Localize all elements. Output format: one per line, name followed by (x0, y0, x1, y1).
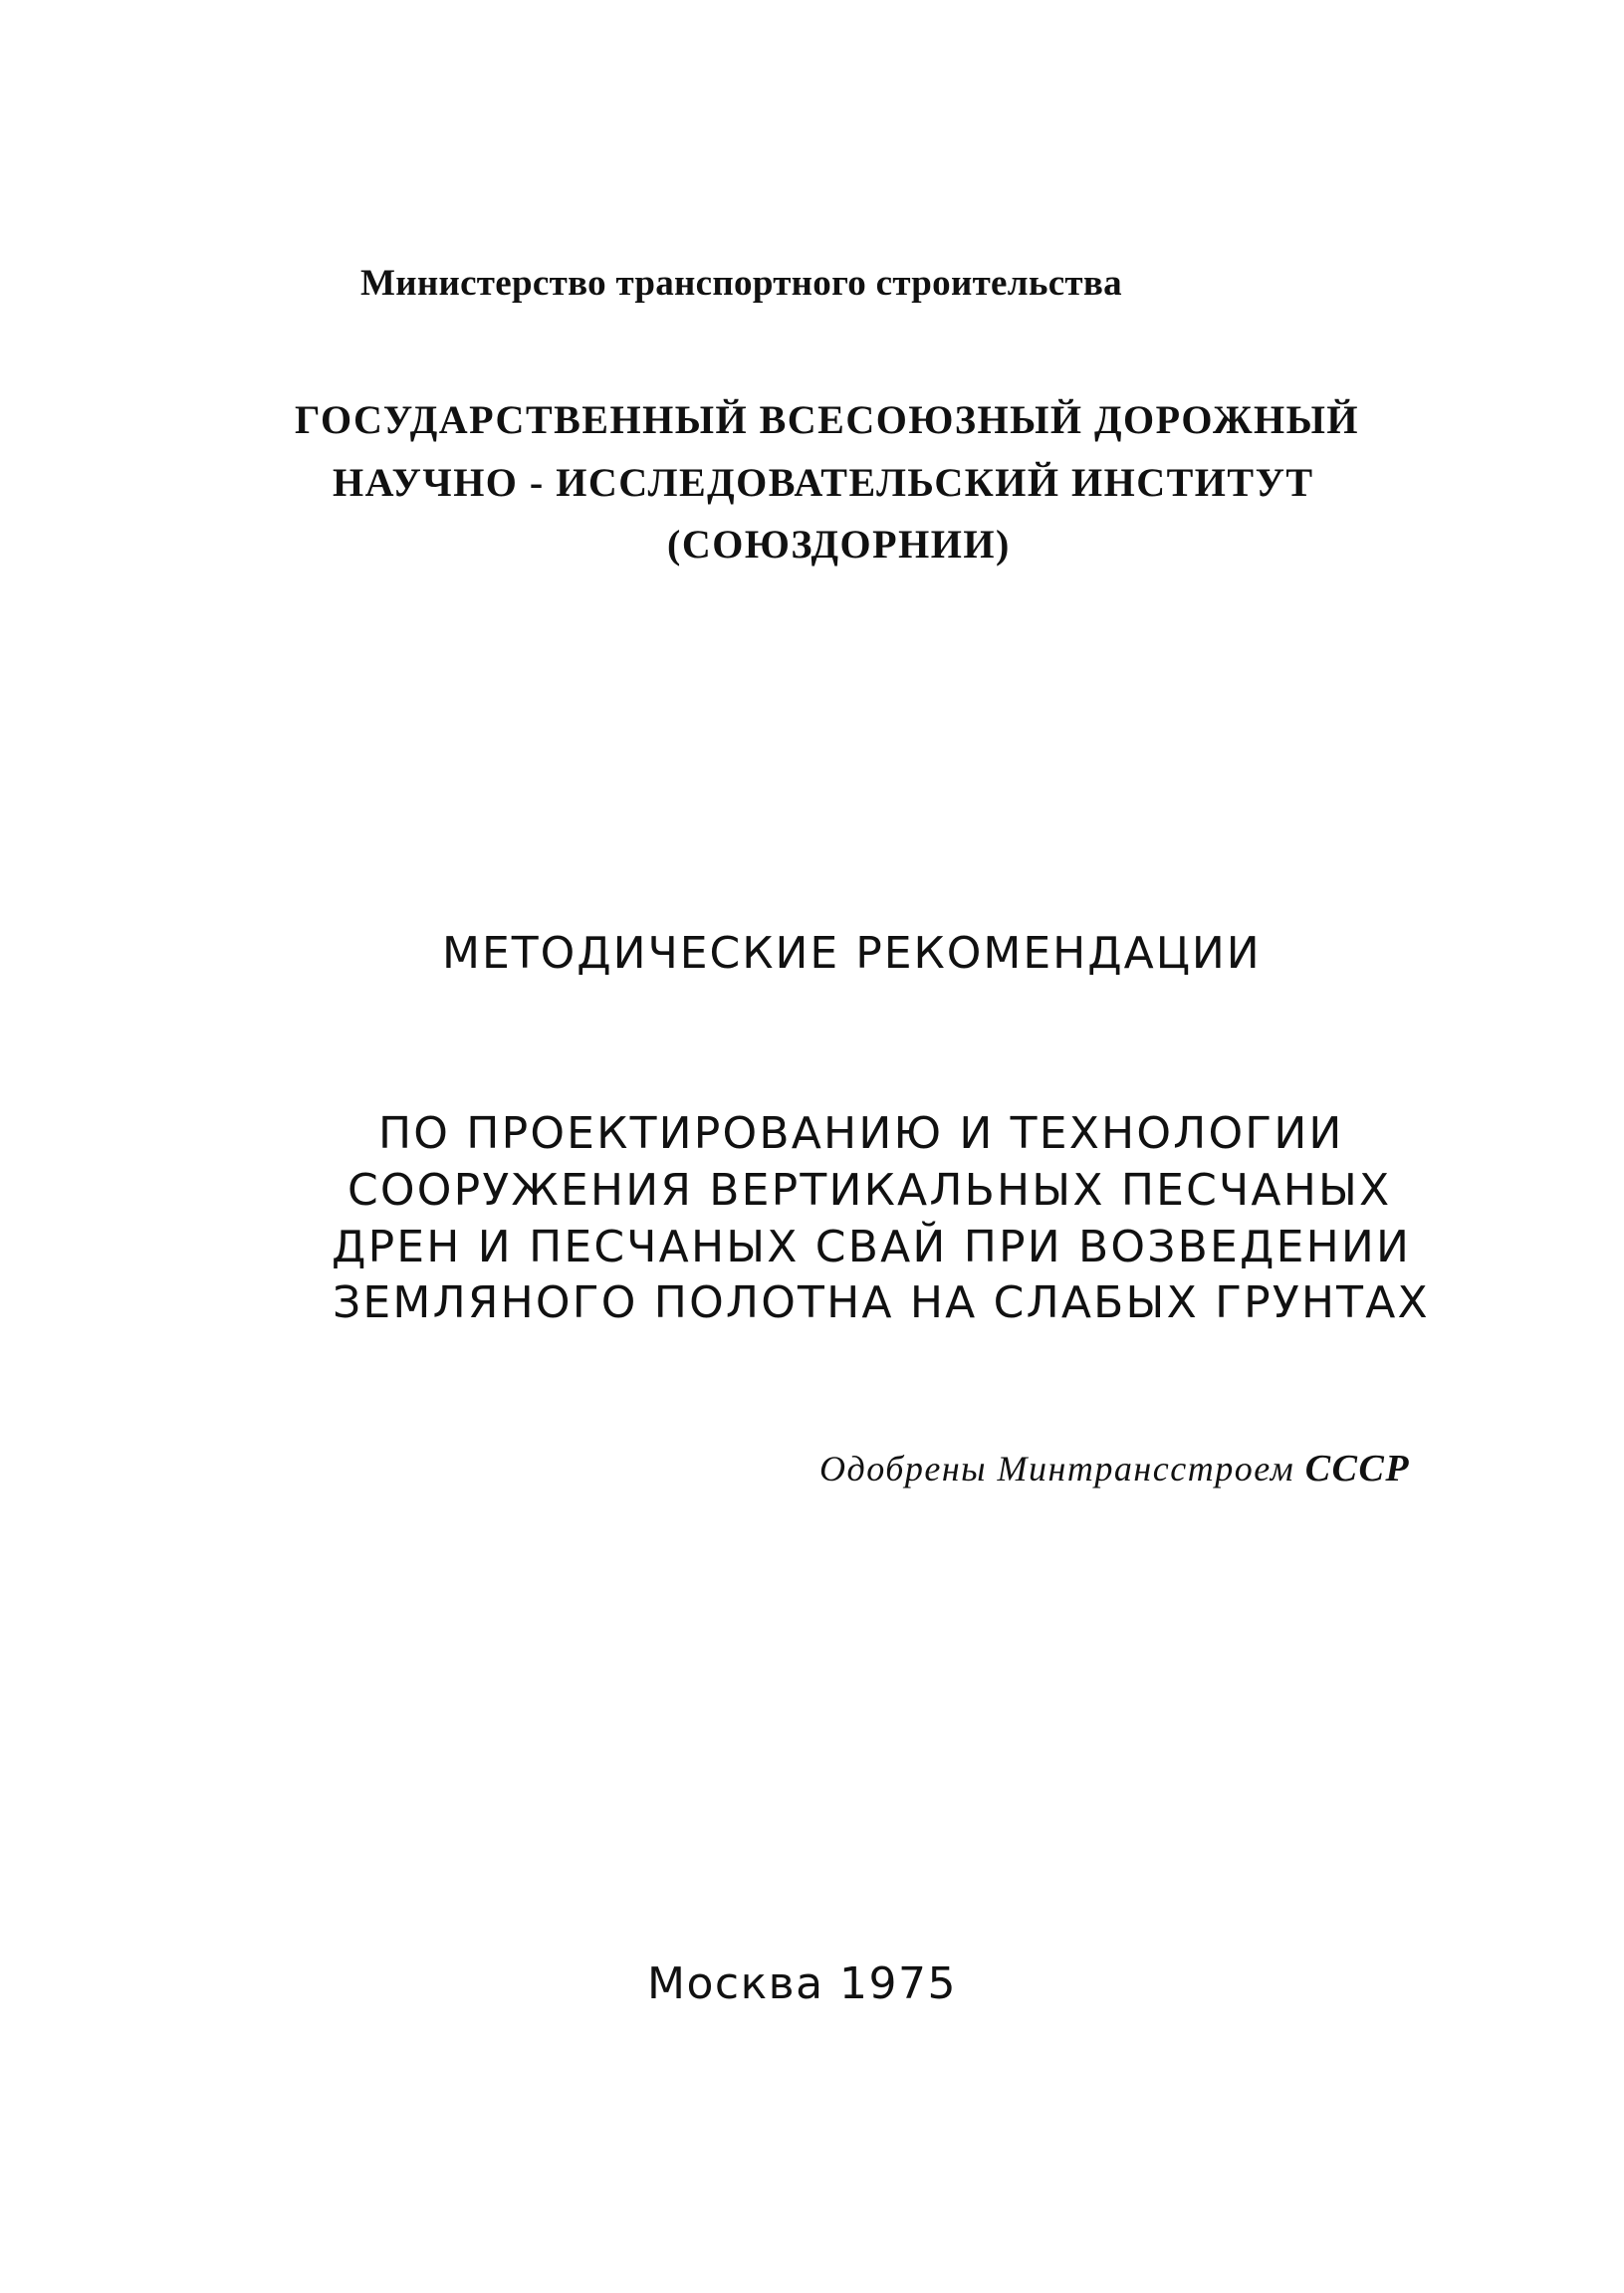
ministry-name: Министерство транспортного строительства (360, 263, 1122, 304)
approval-text: Одобрены Минтрансстроем (819, 1449, 1295, 1489)
document-title-line-4: ЗЕМЛЯНОГО ПОЛОТНА НА СЛАБЫХ ГРУНТАХ (333, 1277, 1430, 1328)
document-title-line-1: ПО ПРОЕКТИРОВАНИЮ И ТЕХНОЛОГИИ (378, 1108, 1344, 1159)
institute-name-line-2: НАУЧНО - ИССЛЕДОВАТЕЛЬСКИЙ ИНСТИТУТ (333, 460, 1314, 505)
city-year: Москва 1975 (647, 1958, 958, 2009)
document-type: МЕТОДИЧЕСКИЕ РЕКОМЕНДАЦИИ (442, 928, 1262, 979)
document-title-line-3: ДРЕН И ПЕСЧАНЫХ СВАЙ ПРИ ВОЗВЕДЕНИИ (332, 1222, 1412, 1272)
approval-note (819, 1447, 1410, 1490)
document-title-line-2: СООРУЖЕНИЯ ВЕРТИКАЛЬНЫХ ПЕСЧАНЫХ (348, 1165, 1392, 1216)
institute-abbreviation: (СОЮЗДОРНИИ) (667, 522, 1011, 567)
institute-name-line-1: ГОСУДАРСТВЕННЫЙ ВСЕСОЮЗНЫЙ ДОРОЖНЫЙ (295, 397, 1360, 442)
approval-org: СССР (1304, 1448, 1411, 1490)
